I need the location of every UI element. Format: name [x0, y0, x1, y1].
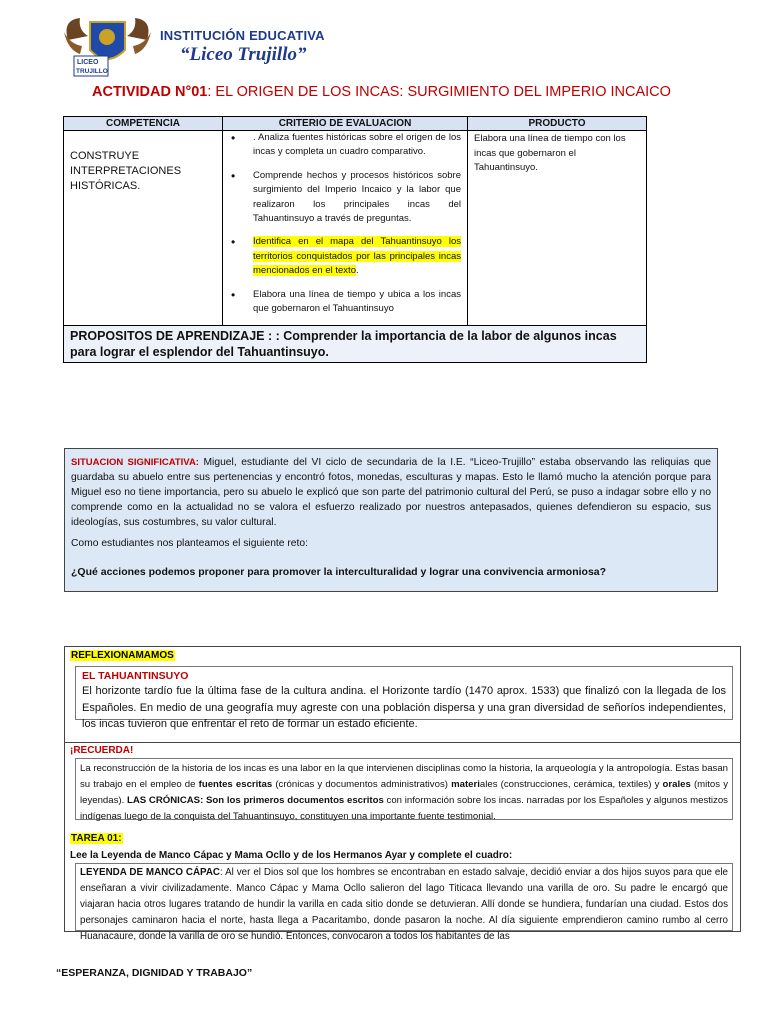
criterio-item: • Comprende hechos y procesos históricos sobre surgimiento del Imperio Incaico y la labor que realizaron los principales incas del Tahuantinsuyo a través de preguntas.	[253, 169, 461, 227]
reflexion-title: REFLEXIONAMAMOS	[71, 650, 174, 661]
competencia-cell: CONSTRUYE INTERPRETACIONES HISTÓRICAS.	[64, 131, 223, 326]
leyenda-title: LEYENDA DE MANCO CÁPAC	[80, 867, 220, 878]
tarea-instruction: Lee la Leyenda de Manco Cápac y Mama Ocllo y de los Hermanos Ayar y complete el cuadro:	[70, 850, 513, 861]
tarea-title: TAREA 01:	[71, 833, 122, 844]
criterio-item: • . Analiza fuentes históricas sobre el origen de los incas y completa un cuadro comparativo.	[253, 131, 461, 160]
situacion-text: Miguel, estudiante del VI ciclo de secundaria de la I.E. “Liceo-Trujillo” estaba observando las reliquias que guardaba su abuelo entre sus pertenencias y encontró fotos, monedas, esculturas y mapas. Esto le llamó mucho la atención porque para Miguel eso no tiene importancia, pero su abuelo le explicó que son parte del patrimonio cultural del Perú, se puso a indagar sobre ello y no comprende como en la actualidad no se valora el esfuerzo realizado por nuestros antepasados, quienes defendieron su espacio, sus ideologías, sus costumbres, su valor cultural.	[71, 457, 711, 528]
propositos-aprendizaje: PROPOSITOS DE APRENDIZAJE : : Comprender la importancia de la labor de algunos incas para lograr el esplendor del Tahuantinsuyo.	[64, 326, 647, 363]
recuerda-bold: orales	[662, 779, 691, 790]
tahuantinsuyo-box	[75, 666, 733, 730]
activity-title-text: : EL ORIGEN DE LOS INCAS: SURGIMIENTO DEL IMPERIO INCAICO	[207, 84, 671, 100]
recuerda-bold: fuentes escritas	[198, 779, 273, 790]
situacion-label: SITUACION SIGNIFICATIVA:	[71, 457, 199, 468]
reto-question: ¿Qué acciones podemos proponer para promover la interculturalidad y lograr una convivencia armoniosa?	[71, 566, 607, 578]
recuerda-text: La reconstrucción de la historia de los incas es una labor en la que intervienen disciplinas como la historia, la arqueología y la antropología. Estas basan su trabajo en el empleo de	[80, 763, 728, 790]
situacion-paragraph	[71, 455, 711, 530]
activity-prefix: ACTIVIDAD N°01	[92, 84, 208, 100]
leyenda-box	[75, 863, 733, 942]
recuerda-text: (mitos y leyendas).	[80, 779, 729, 806]
activity-table	[63, 116, 647, 363]
header-producto: PRODUCTO	[468, 117, 647, 131]
leyenda-text: : Al ver el Dios sol que los hombres se encontraban en estado salvaje, decidió enviar a dos hijos suyos para que ele enseñaran a vivir civilizadamente. Manco Cápac y Mama Ocllo salieron del lago Titicaca llevando una varilla de oro. Su padre le encargó que viajaran hacia otros lugares tratando de hundir la varilla en cada sitio donde se detuvieran. Allí donde se hundiera, fundarían una ciudad. Estos dos personajes caminaron hacia el norte, hasta llega a Pacaritambo, donde pasaron la noche. Al día siguiente emprendieron camino rumbo al cerro Huanacaure, donde la varilla de oro se hundió. Entonces, convocaron a todos los habitantes de las	[80, 867, 728, 942]
criterio-item: • Elabora una línea de tiempo y ubica a los incas que gobernaron el Tahuantinsuyo	[253, 288, 461, 317]
recuerda-title: ¡RECUERDA!	[70, 745, 134, 756]
activity-title	[92, 84, 671, 100]
recuerda-text: con información sobre los incas. narradas por los Españoles y algunos mestizos indígenas luego de la conquista del Tahuantinsuyo, constituyen una importante fuente testimonial.	[80, 795, 728, 822]
recuerda-text: (crónicas y documentos administrativos)	[272, 779, 452, 790]
school-crest-logo	[60, 10, 155, 80]
reflexion-box	[64, 646, 741, 942]
header-criterio: CRITERIO DE EVALUACION	[223, 117, 468, 131]
criterio-item	[253, 235, 461, 278]
recuerda-text: ales (construcciones, cerámica, textiles) y	[479, 779, 663, 790]
recuerda-bold: LAS CRÓNICAS: Son los primeros documentos escritos	[127, 795, 384, 806]
recuerda-bold: materi	[451, 779, 480, 790]
producto-cell: Elabora una línea de tiempo con los incas que gobernaron el Tahuantinsuyo.	[468, 131, 647, 326]
criterio-cell	[223, 131, 468, 326]
tahuantinsuyo-text: El horizonte tardío fue la última fase de la cultura andina. el Horizonte tardío (1470 aprox. 1533) que finalizó con la llegada de los Españoles. En medio de una geografía muy agreste con una población dispersa y una gran diversidad de señoríos independientes, los incas tuvieron que enfrentar el reto de formar un estado eficiente.	[82, 685, 726, 730]
section-divider	[65, 742, 740, 743]
highlighted-criterio: Identifica en el mapa del Tahuantinsuyo los territorios conquistados por las principales incas mencionados en el texto	[253, 236, 461, 277]
recuerda-box	[75, 758, 733, 820]
header-competencia: COMPETENCIA	[64, 117, 223, 131]
logo-text-trujillo: TRUJILLO	[76, 68, 108, 75]
school-name: “Liceo Trujillo”	[180, 44, 307, 65]
logo-text-liceo: LICEO	[77, 59, 99, 66]
criterio-list	[227, 131, 461, 316]
criterio-suffix: .	[355, 265, 359, 277]
tahuantinsuyo-title: EL TAHUANTINSUYO	[82, 670, 189, 682]
footer-motto: “ESPERANZA, DIGNIDAD Y TRABAJO”	[56, 967, 253, 979]
institution-label: INSTITUCIÓN EDUCATIVA	[160, 28, 325, 43]
situacion-significativa-box	[64, 448, 718, 592]
reto-text: Como estudiantes nos planteamos el siguiente reto:	[71, 538, 308, 549]
